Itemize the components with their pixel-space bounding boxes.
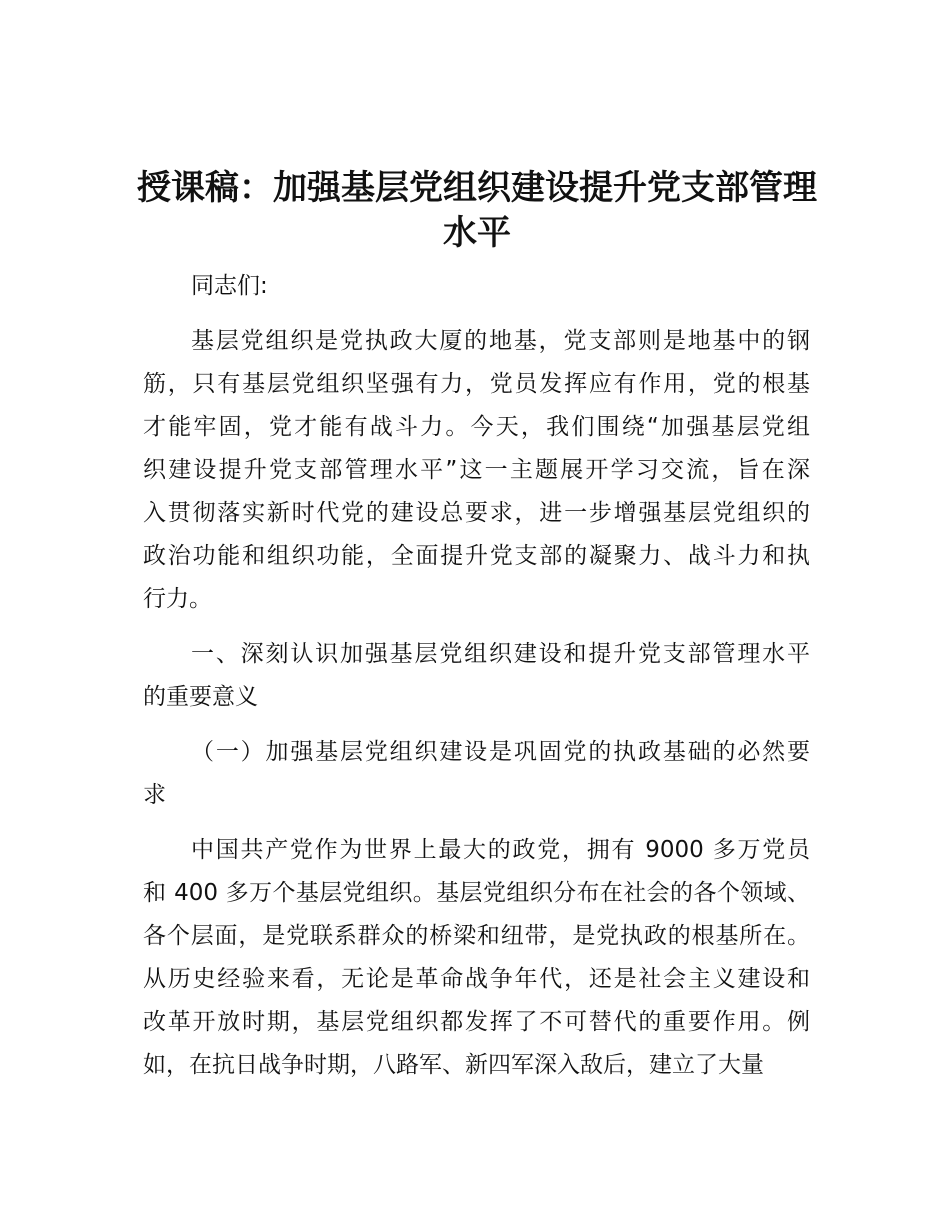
text-line: 从历史经验来看，无论是革命战争年代，还是社会主义建设和 (143, 966, 810, 992)
subsection-heading (143, 731, 810, 817)
text-line: 求 (143, 782, 166, 808)
title-line: 授课稿：加强基层党组织建设提升党支部管理 (137, 168, 817, 208)
text-line: （一）加强基层党组织建设是巩固党的执政基础的必然要 (191, 739, 810, 765)
text-line: 改革开放时期，基层党组织都发挥了不可替代的重要作用。例 (143, 1009, 810, 1035)
text-line: 政治功能和组织功能，全面提升党支部的凝聚力、战斗力和执 (143, 543, 810, 569)
text-line: 一、深刻认识加强基层党组织建设和提升党支部管理水平 (191, 641, 810, 667)
greeting (143, 265, 810, 308)
text-line: 和 400 多万个基层党组织。基层党组织分布在社会的各个领域、 (143, 880, 810, 906)
text-line: 中国共产党作为世界上最大的政党，拥有 9000 多万党员 (191, 837, 810, 863)
text-line: 入贯彻落实新时代党的建设总要求，进一步增强基层党组织的 (143, 500, 810, 526)
body-paragraph (143, 829, 810, 1087)
text-line: 的重要意义 (143, 684, 258, 710)
document-title (127, 166, 827, 256)
text-line: 行力。 (143, 586, 212, 612)
text-line: 如，在抗日战争时期，八路军、新四军深入敌后，建立了大量 (143, 1052, 764, 1078)
greeting-text: 同志们: (191, 273, 268, 299)
document-page (137, 166, 817, 1087)
title-line: 水平 (443, 213, 511, 253)
section-heading (143, 633, 810, 719)
text-line: 基层党组织是党执政大厦的地基，党支部则是地基中的钢 (191, 328, 810, 354)
text-line: 筋，只有基层党组织坚强有力，党员发挥应有作用，党的根基 (143, 371, 810, 397)
text-line: 织建设提升党支部管理水平”这一主题展开学习交流，旨在深 (143, 457, 810, 483)
intro-paragraph (143, 320, 810, 621)
text-line: 才能牢固，党才能有战斗力。今天，我们围绕“加强基层党组 (143, 414, 810, 440)
text-line: 各个层面，是党联系群众的桥梁和纽带，是党执政的根基所在。 (143, 923, 810, 949)
